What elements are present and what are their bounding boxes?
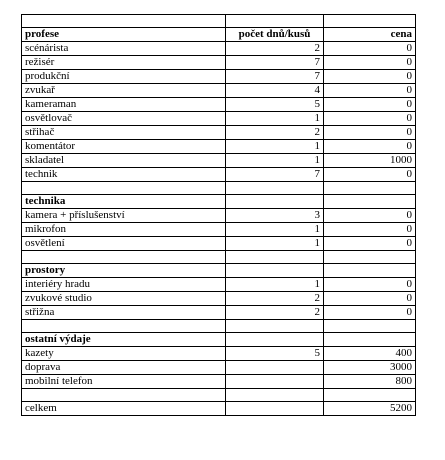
- item-name: mobilní telefon: [22, 375, 226, 389]
- item-quantity: 2: [226, 292, 324, 306]
- blank-row: [22, 15, 416, 28]
- section-row: [22, 333, 416, 347]
- table-row: [22, 70, 416, 84]
- table-row: [22, 154, 416, 168]
- item-price: 0: [324, 223, 416, 237]
- item-price: 0: [324, 237, 416, 251]
- blank-row: [22, 251, 416, 264]
- item-quantity: 2: [226, 126, 324, 140]
- table-row: [22, 223, 416, 237]
- item-quantity: [226, 361, 324, 375]
- section-row: [22, 195, 416, 209]
- cell: [226, 402, 324, 416]
- table-row: [22, 361, 416, 375]
- item-quantity: 1: [226, 154, 324, 168]
- cell: [226, 333, 324, 347]
- item-quantity: 2: [226, 42, 324, 56]
- item-name: scénárista: [22, 42, 226, 56]
- blank-row: [22, 389, 416, 402]
- cell: [324, 333, 416, 347]
- cell: [22, 182, 226, 195]
- item-quantity: 1: [226, 223, 324, 237]
- item-name: zvukař: [22, 84, 226, 98]
- item-quantity: 2: [226, 306, 324, 320]
- item-price: 0: [324, 292, 416, 306]
- cell: [226, 15, 324, 28]
- section-title: technika: [22, 195, 226, 209]
- item-price: 0: [324, 209, 416, 223]
- item-name: režisér: [22, 56, 226, 70]
- item-price: 0: [324, 168, 416, 182]
- table-row: [22, 209, 416, 223]
- item-name: kameraman: [22, 98, 226, 112]
- item-name: technik: [22, 168, 226, 182]
- budget-table: [21, 14, 416, 416]
- item-price: 0: [324, 306, 416, 320]
- item-price: 0: [324, 278, 416, 292]
- cell: [226, 251, 324, 264]
- blank-row: [22, 182, 416, 195]
- item-name: střižna: [22, 306, 226, 320]
- item-name: doprava: [22, 361, 226, 375]
- item-quantity: 5: [226, 347, 324, 361]
- item-name: mikrofon: [22, 223, 226, 237]
- cell: [324, 389, 416, 402]
- item-name: střihač: [22, 126, 226, 140]
- table-row: [22, 126, 416, 140]
- header-cena: cena: [324, 28, 416, 42]
- cell: [22, 15, 226, 28]
- item-name: osvětlení: [22, 237, 226, 251]
- item-name: osvětlovač: [22, 112, 226, 126]
- item-name: komentátor: [22, 140, 226, 154]
- cell: [324, 182, 416, 195]
- item-name: zvukové studio: [22, 292, 226, 306]
- header-profese: profese: [22, 28, 226, 42]
- section-title: prostory: [22, 264, 226, 278]
- item-price: 0: [324, 70, 416, 84]
- table-row: [22, 98, 416, 112]
- item-price: 400: [324, 347, 416, 361]
- cell: [324, 251, 416, 264]
- item-quantity: 5: [226, 98, 324, 112]
- item-price: 0: [324, 84, 416, 98]
- item-price: 0: [324, 112, 416, 126]
- header-row: [22, 28, 416, 42]
- item-quantity: 1: [226, 237, 324, 251]
- blank-row: [22, 320, 416, 333]
- item-name: produkční: [22, 70, 226, 84]
- table-row: [22, 84, 416, 98]
- cell: [226, 264, 324, 278]
- table-row: [22, 112, 416, 126]
- section-title: ostatní výdaje: [22, 333, 226, 347]
- header-pocet: počet dnů/kusů: [226, 28, 324, 42]
- item-quantity: [226, 375, 324, 389]
- item-quantity: 3: [226, 209, 324, 223]
- cell: [22, 389, 226, 402]
- item-quantity: 1: [226, 140, 324, 154]
- total-value: 5200: [324, 402, 416, 416]
- item-price: 800: [324, 375, 416, 389]
- item-price: 0: [324, 126, 416, 140]
- cell: [226, 389, 324, 402]
- item-quantity: 7: [226, 70, 324, 84]
- table-row: [22, 140, 416, 154]
- table-row: [22, 278, 416, 292]
- table-row: [22, 42, 416, 56]
- cell: [226, 195, 324, 209]
- cell: [324, 320, 416, 333]
- cell: [324, 195, 416, 209]
- item-price: 0: [324, 140, 416, 154]
- item-quantity: 4: [226, 84, 324, 98]
- item-price: 0: [324, 56, 416, 70]
- total-row: [22, 402, 416, 416]
- cell: [324, 15, 416, 28]
- item-price: 3000: [324, 361, 416, 375]
- budget-table-body: [22, 15, 416, 416]
- item-price: 0: [324, 98, 416, 112]
- cell: [324, 264, 416, 278]
- table-row: [22, 292, 416, 306]
- total-label: celkem: [22, 402, 226, 416]
- cell: [22, 320, 226, 333]
- item-name: interiéry hradu: [22, 278, 226, 292]
- cell: [226, 320, 324, 333]
- item-price: 1000: [324, 154, 416, 168]
- table-row: [22, 306, 416, 320]
- item-name: kamera + příslušenství: [22, 209, 226, 223]
- item-quantity: 1: [226, 278, 324, 292]
- item-price: 0: [324, 42, 416, 56]
- item-name: skladatel: [22, 154, 226, 168]
- item-quantity: 1: [226, 112, 324, 126]
- cell: [22, 251, 226, 264]
- item-quantity: 7: [226, 168, 324, 182]
- table-row: [22, 237, 416, 251]
- item-quantity: 7: [226, 56, 324, 70]
- section-row: [22, 264, 416, 278]
- cell: [226, 182, 324, 195]
- table-row: [22, 56, 416, 70]
- table-row: [22, 375, 416, 389]
- table-row: [22, 347, 416, 361]
- table-row: [22, 168, 416, 182]
- item-name: kazety: [22, 347, 226, 361]
